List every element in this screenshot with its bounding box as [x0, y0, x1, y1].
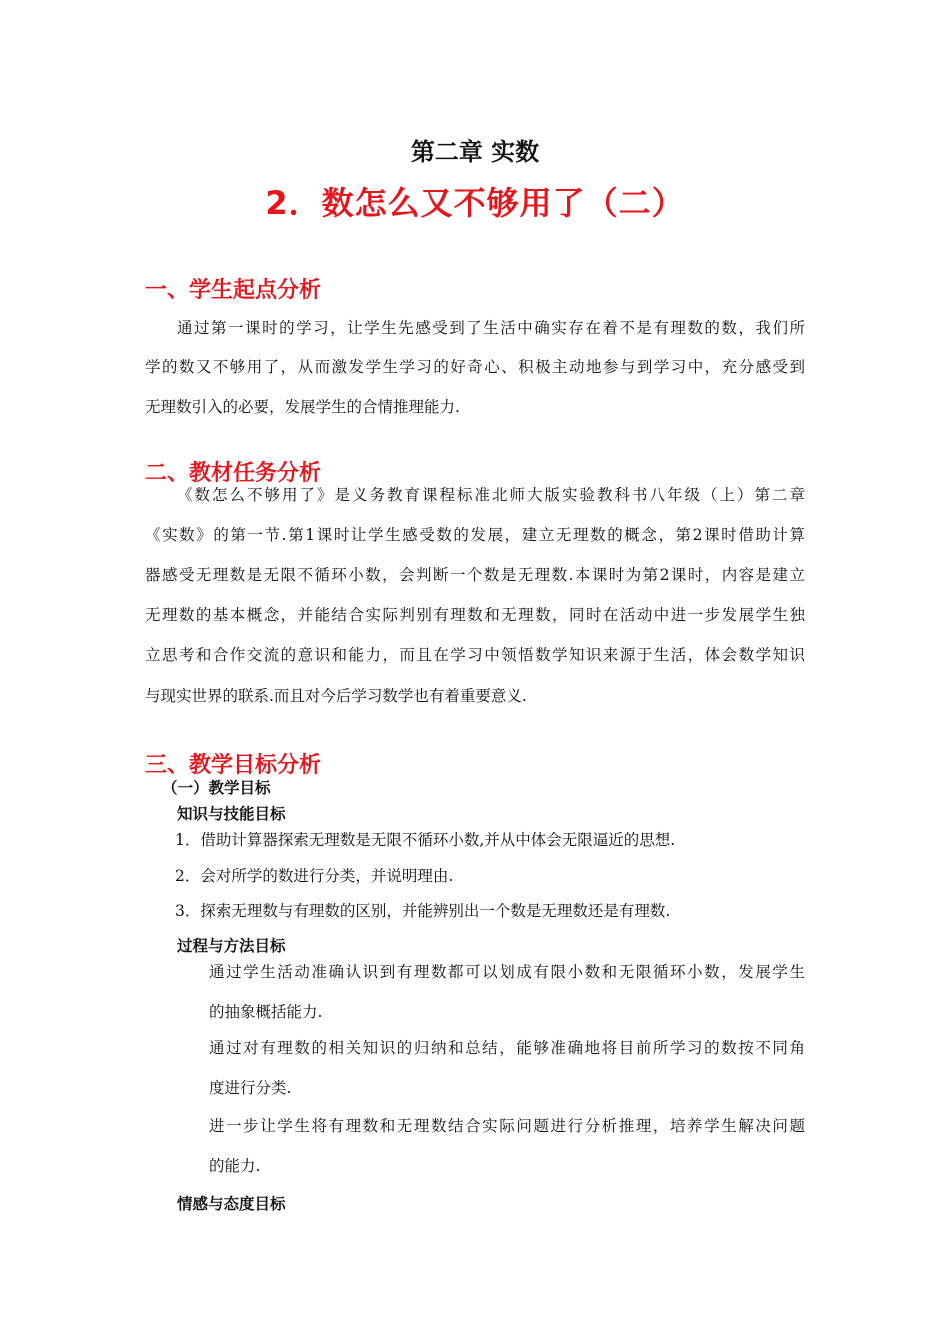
section-heading-student-analysis: 一、学生起点分析 [145, 278, 322, 303]
emotion-attitude-heading: 情感与态度目标 [177, 1195, 286, 1213]
paragraph-line: 《数怎么不够用了》是义务教育课程标准北师大版实验教科书八年级（上）第二章 [177, 486, 805, 504]
knowledge-item: 2．会对所学的数进行分类，并说明理由. [175, 867, 454, 885]
process-goal-line: 通过对有理数的相关知识的归纳和总结，能够准确地将目前所学习的数按不同角 [209, 1039, 805, 1057]
subsection-heading-teaching-goals: （一）教学目标 [162, 779, 271, 797]
knowledge-item: 3．探索无理数与有理数的区别，并能辨别出一个数是无理数还是有理数. [175, 902, 671, 920]
section-heading-teaching-goals: 三、教学目标分析 [145, 753, 322, 778]
paragraph-line: 器感受无理数是无限不循环小数，会判断一个数是无理数.本课时为第2课时，内容是建立 [145, 566, 805, 584]
section-heading-material-analysis: 二、教材任务分析 [145, 461, 322, 486]
process-method-heading: 过程与方法目标 [177, 937, 286, 955]
process-goal-line: 的抽象概括能力. [209, 1003, 323, 1021]
paragraph-line: 无理数引入的必要，发展学生的合情推理能力. [145, 398, 460, 416]
paragraph-line: 无理数的基本概念，并能结合实际判别有理数和无理数，同时在活动中进一步发展学生独 [145, 606, 805, 624]
paragraph-line: 立思考和合作交流的意识和能力，而且在学习中领悟数学知识来源于生活，体会数学知识 [145, 646, 805, 664]
lesson-title: 2．数怎么又不够用了（二） [265, 184, 685, 222]
process-goal-line: 进一步让学生将有理数和无理数结合实际问题进行分析推理，培养学生解决问题 [209, 1117, 805, 1135]
chapter-title: 第二章 实数 [410, 138, 540, 166]
process-goal-line: 度进行分类. [209, 1079, 292, 1097]
knowledge-item: 1．借助计算器探索无理数是无限不循环小数,并从中体会无限逼近的思想. [175, 831, 676, 849]
paragraph-line: 通过第一课时的学习，让学生先感受到了生活中确实存在着不是有理数的数，我们所 [177, 319, 805, 337]
process-goal-line: 通过学生活动准确认识到有理数都可以划成有限小数和无限循环小数，发展学生 [209, 963, 805, 981]
paragraph-line: 与现实世界的联系.而且对今后学习数学也有着重要意义. [145, 687, 527, 705]
paragraph-line: 《实数》的第一节.第1课时让学生感受数的发展，建立无理数的概念，第2课时借助计算 [145, 526, 805, 544]
paragraph-line: 学的数又不够用了，从而激发学生学习的好奇心、积极主动地参与到学习中，充分感受到 [145, 358, 805, 376]
process-goal-line: 的能力. [209, 1157, 261, 1175]
knowledge-skills-heading: 知识与技能目标 [177, 805, 286, 823]
